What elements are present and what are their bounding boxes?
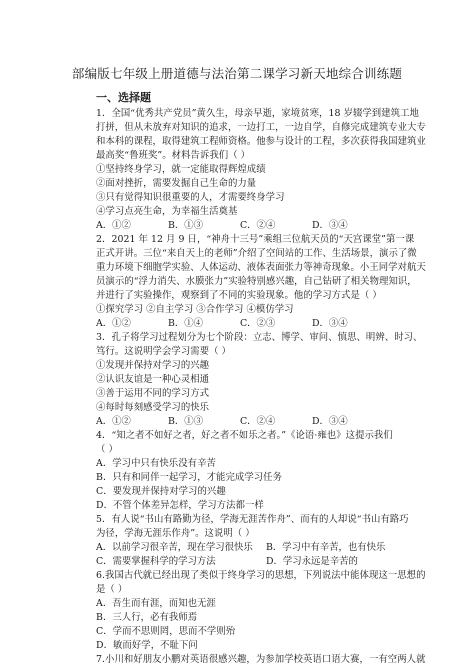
answer-options [96, 220, 396, 232]
answer-options-row-2 [96, 556, 396, 568]
option-b: B．三人行，必有我师焉 [96, 612, 198, 623]
question-line: 4．“知之者不如好之者，好之者不如乐之者。”《论语·雍也》这提示我们 [96, 430, 393, 441]
section-title: 一、选择题 [96, 91, 151, 104]
option-c: C．学而不思则罔，思而不学则殆 [96, 626, 236, 637]
option-b: B．①③ [168, 220, 204, 231]
option-b: B．①③ [168, 416, 204, 427]
option-a: A．学习中只有快乐没有辛苦 [96, 458, 216, 469]
option-d: D．③④ [312, 318, 348, 329]
option-d: D．学习永远是辛苦的 [266, 556, 358, 567]
question-line: 最高奖“鲁班奖”。材料告诉我们（ ） [96, 150, 251, 161]
option-a: A．以前学习很辛苦，现在学习很快乐 [96, 542, 253, 553]
question-line: 3．孔子将学习过程划分为七个阶段：立志、博学、审问、慎思、明辨、时习、 [96, 332, 423, 343]
question-line: 1．全国“优秀共产党员”黄久生，母亲早逝，家境贫寒，18 岁辍学到建筑工地 [96, 108, 419, 119]
document-title: 部编版七年级上册道德与法治第二课学习新天地综合训练题 [71, 66, 403, 81]
option-d: D．③④ [312, 416, 348, 427]
question-line: 2．2021 年 12 月 9 日，“神舟十三号”乘组三位航天员的“天宫课堂”第一课 [96, 234, 415, 245]
statement-3: ③善于运用不同的学习方式 [96, 388, 210, 399]
option-a: A．①② [96, 220, 131, 231]
option-c: C．要发现并保持对学习的兴趣 [96, 486, 226, 497]
statement-2: ②面对挫折，需要发掘自己生命的力量 [96, 178, 257, 189]
statement-list: ①探究学习 ②自主学习 ③合作学习 ④模仿学习 [96, 304, 294, 315]
question-line: 并进行了实验操作，观察到了不同的实验现象。他的学习方式是（ ） [96, 290, 382, 301]
option-c: C．②④ [240, 220, 276, 231]
question-line: 是（ ） [96, 584, 128, 595]
option-a: A．吾生而有涯，而知也无涯 [96, 598, 216, 609]
statement-4: ④每时每刻感受学习的快乐 [96, 402, 210, 413]
option-c: C．②④ [240, 416, 276, 427]
option-c: C．②③ [240, 318, 276, 329]
option-a: A．①② [96, 318, 131, 329]
statement-1: ①发现并保持对学习的兴趣 [96, 360, 210, 371]
statement-1: ①坚持终身学习，就一定能取得辉煌成绩 [96, 164, 266, 175]
option-b: B．学习中有辛苦，也有快乐 [266, 542, 386, 553]
question-line: （ ） [96, 444, 118, 455]
question-line: 6.我国古代就已经出现了类似于终身学习的思想，下列说法中能体现这一思想的 [96, 570, 426, 581]
question-line: 员演示的“浮力消失、水膜张力”实验特别感兴趣，自己钻研了相关物理知识， [96, 276, 417, 287]
answer-options [96, 416, 396, 428]
option-c: C．需要掌握科学的学习方法 [96, 556, 216, 567]
option-d: D．敏而好学，不耻下问 [96, 640, 198, 651]
question-line: 7.小川和好朋友小鹏对英语很感兴趣，为参加学校英语口语大赛，一有空两人就 [96, 654, 426, 665]
option-b: B．只有和同伴一起学习，才能完成学习任务 [96, 472, 283, 483]
option-d: D．③④ [312, 220, 348, 231]
question-line: 笃行。这说明学会学习需要（ ） [96, 346, 231, 357]
option-b: B．①④ [168, 318, 204, 329]
statement-4: ④学习点亮生命，为幸福生活奠基 [96, 206, 238, 217]
question-line: 5．有人说“书山有路勤为径，学海无涯苦作舟”、而有的人却说“书山有路巧 [96, 514, 409, 525]
statement-2: ②认识友谊是一种心灵相通 [96, 374, 210, 385]
answer-options-row-1 [96, 542, 396, 554]
answer-options [96, 318, 396, 330]
question-line: 正式开讲。三位“来自天上的老师”介绍了空间站的工作、生活场景，演示了微 [96, 248, 417, 259]
option-d: D．不管个体差异怎样，学习方法都一样 [96, 500, 264, 511]
statement-3: ③只有觉得知识很重要的人，才需要终身学习 [96, 192, 285, 203]
question-line: 打拼，但从未放弃对知识的追求，一边打工，一边自学，自修完成建筑专业大专 [96, 122, 426, 133]
question-line: 和本科的课程，取得建筑工程师资格。他参与设计的工程，多次获得我国建筑业 [96, 136, 426, 147]
question-line: 重力环境下细胞学实验、人体运动、液体表面张力等神奇现象。小王同学对航天 [96, 262, 426, 273]
option-a: A．①② [96, 416, 131, 427]
question-line: 为径，学海无涯乐作舟”。这说明（ ） [96, 528, 255, 539]
